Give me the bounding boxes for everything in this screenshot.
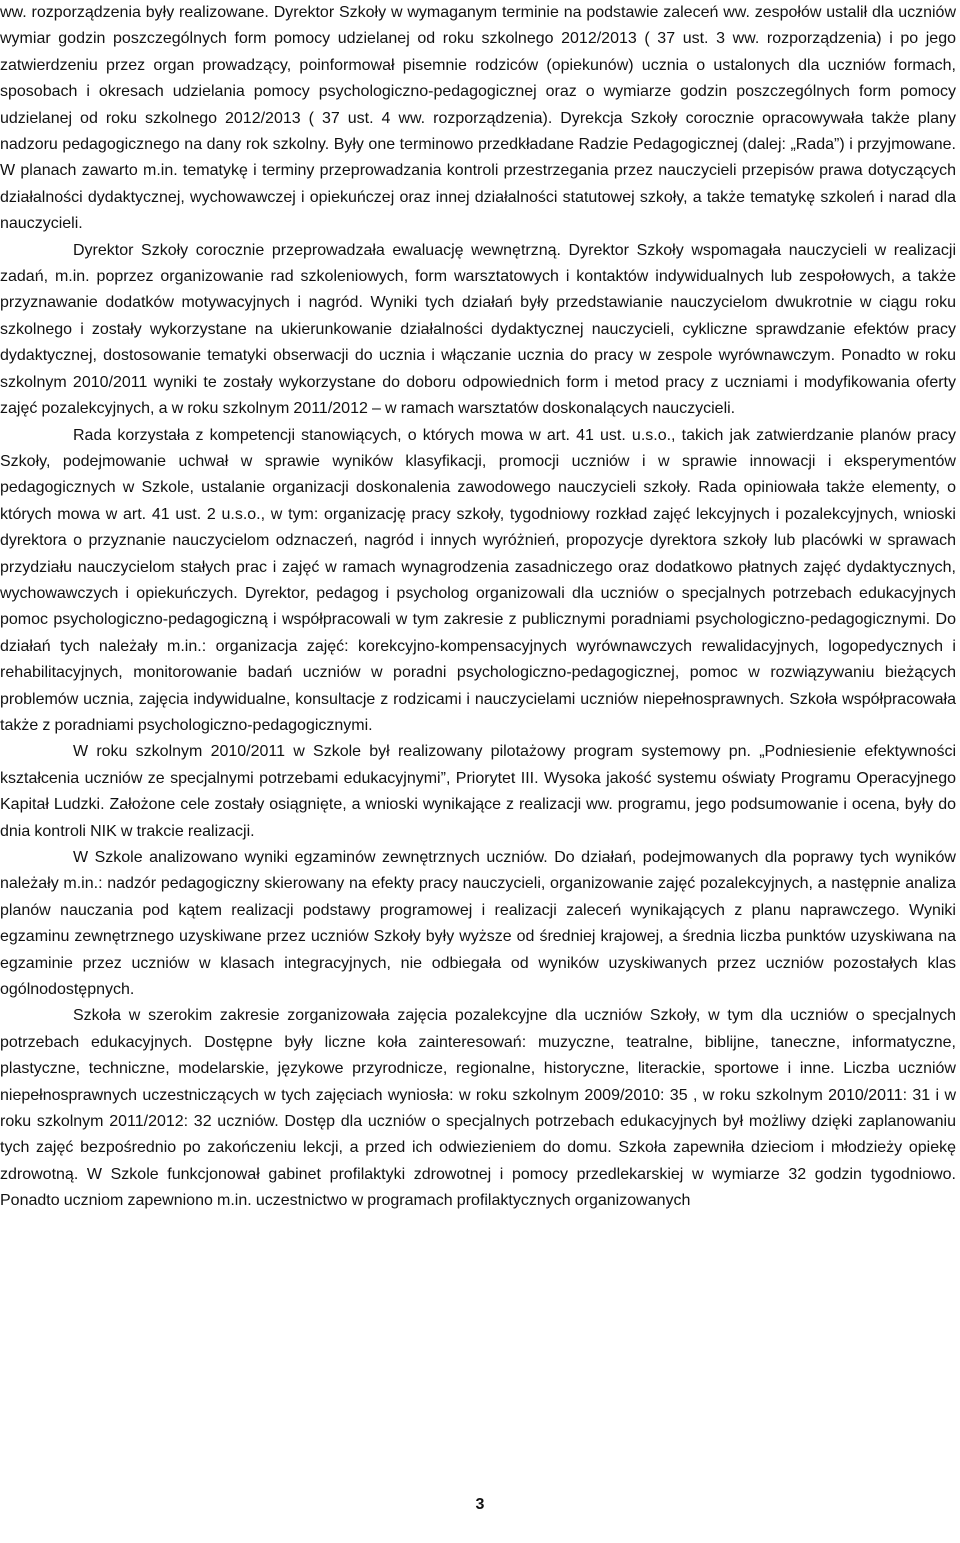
paragraph-council-competences: Rada korzystała z kompetencji stanowiących, o których mowa w art. 41 ust. u.s.o., takich jak zatwierdzanie planów pracy Szkoły, podejmowanie uchwał w sprawie wyników klasyfikacji, promocji uczniów i w sprawie innowacji i eksperymentów pedagogicznych w Szkole, ustalanie organizacji doskonalenia zawodowego nauczycieli szkoły. Rada opiniowała także elementy, o których mowa w art. 41 ust. 2 u.s.o., w tym: organizację pracy szkoły, tygodniowy rozkład zajęć lekcyjnych i pozalekcyjnych, wnioski dyrektora o przyznanie nauczycielom odznaczeń, nagród i innych wyróżnień, propozycje dyrektora szkoły lub placówki w sprawach przydziału nauczycielom stałych prac i zajęć w ramach wynagrodzenia zasadniczego oraz dodatkowo płatnych zajęć dydaktycznych, wychowawczych i opiekuńczych. Dyrektor, pedagog i psycholog organizowali dla uczniów o specjalnych potrzebach edukacyjnych pomoc psychologiczno-pedagogiczną i współpracowali w tym zakresie z publicznymi poradniami psychologiczno-pedagogicznymi. Do działań tych należały m.in.: organizacja zajęć: korekcyjno-kompensacyjnych wyrównawczych rewalidacyjnych, logopedycznych i rehabilitacyjnych, monitorowanie badań uczniów w poradni psychologiczno-pedagogicznej, pomoc w rozwiązywaniu bieżących problemów ucznia, zajęcia indywidualne, konsultacje z rodzicami i nauczycielami uczniów niepełnosprawnych. Szkoła współpracowała także z poradniami psychologiczno-pedagogicznymi. <box>0 426 956 734</box>
paragraph-exam-results: W Szkole analizowano wyniki egzaminów zewnętrznych uczniów. Do działań, podejmowanych dla poprawy tych wyników należały m.in.: nadzór pedagogiczny skierowany na efekty pracy nauczycieli, organizowanie zajęć pozalekcyjnych, a następnie analiza planów nauczania pod kątem realizacji podstawy programowej i realizacji zaleceń wynikających z planu naprawczego. Wyniki egzaminu zewnętrznego uzyskiwane przez uczniów Szkoły były wyższe od średniej krajowej, a średnia liczba punktów uzyskiwana na egzaminie przez uczniów w klasach integracyjnych, nie odbiegała od wyników uzyskiwanych przez uczniów pozostałych klas ogólnodostępnych. <box>0 849 956 999</box>
paragraph-extracurricular: Szkoła w szerokim zakresie zorganizowała zajęcia pozalekcyjne dla uczniów Szkoły, w tym dla uczniów o specjalnych potrzebach edukacyjnych. Dostępne były liczne koła zainteresowań: muzyczne, teatralne, biblijne, taneczne, informatyczne, plastyczne, techniczne, modelarskie, językowe przyrodnicze, regionalne, historyczne, literackie, sportowe i inne. Liczba uczniów niepełnosprawnych uczestniczących w tych zajęciach wyniosła: w roku szkolnym 2009/2010: 35 , w roku szkolnym 2010/2011: 31 i w roku szkolnym 2011/2012: 32 uczniów. Dostęp dla uczniów o specjalnych potrzebach edukacyjnych był możliwy dzięki zaplanowaniu tych zajęć bezpośrednio po zakończeniu lekcji, a przed ich odwiezieniem do domu. Szkoła zapewniła dzieciom i młodzieży opiekę zdrowotną. W Szkole funkcjonował gabinet profilaktyki zdrowotnej i pomocy przedlekarskiej w wymiarze 32 godzin tygodniowo. Ponadto uczniom zapewniono m.in. uczestnictwo w programach profilaktycznych organizowanych <box>0 1007 956 1210</box>
page-number: 3 <box>475 1496 485 1513</box>
paragraph-pilot-program: W roku szkolnym 2010/2011 w Szkole był realizowany pilotażowy program systemowy pn. „Podniesienie efektywności kształcenia uczniów ze specjalnymi potrzebami edukacyjnymi”, Priorytet III. Wysoka jakość systemu oświaty Programu Operacyjnego Kapitał Ludzki. Założone cele zostały osiągnięte, a wnioski wynikające z realizacji ww. programu, jego podsumowanie i ocena, były do dnia kontroli NIK w trakcie realizacji. <box>0 743 956 840</box>
paragraph-evaluation: Dyrektor Szkoły corocznie przeprowadzała ewaluację wewnętrzną. Dyrektor Szkoły wspomagała nauczycieli w realizacji zadań, m.in. poprzez organizowanie rad szkoleniowych, form warsztatowych i kontaktów indywidualnych lub zespołowych, a także przyznawanie dodatków motywacyjnych i nagród. Wyniki tych działań były przedstawianie nauczycielom dwukrotnie w ciągu roku szkolnego i zostały wykorzystane na ukierunkowanie działalności dydaktycznej nauczycieli, cykliczne sprawdzanie efektów pracy dydaktycznej, dostosowanie tematyki obserwacji do ucznia i włączanie ucznia do pracy w zespole wyrównawczym. Ponadto w roku szkolnym 2010/2011 wyniki te zostały wykorzystane do doboru odpowiednich form i metod pracy z uczniami i modyfikowania oferty zajęć pozalekcyjnych, a w roku szkolnym 2011/2012 – w ramach warsztatów doskonalących nauczycieli. <box>0 241 956 418</box>
paragraph-continuation: ww. rozporządzenia były realizowane. Dyrektor Szkoły w wymaganym terminie na podstawie zaleceń ww. zespołów ustalił dla uczniów wymiar godzin poszczególnych form pomocy udzielanej od roku szkolnego 2012/2013 ( 37 ust. 3 ww. rozporządzenia) i po jego zatwierdzeniu przez organ prowadzący, poinformował pisemnie rodziców (opiekunów) ucznia o ustalonych dla uczniów formach, sposobach i okresach udzielania pomocy psychologiczno-pedagogicznej oraz o wymiarze godzin poszczególnych form pomocy udzielanej od roku szkolnego 2012/2013 ( 37 ust. 4 ww. rozporządzenia). Dyrekcja Szkoły corocznie opracowywała także plany nadzoru pedagogicznego na dany rok szkolny. Były one terminowo przedkładane Radzie Pedagogicznej (dalej: „Rada”) i przyjmowane. W planach zawarto m.in. tematykę i terminy przeprowadzania kontroli przestrzegania przez nauczycieli przepisów prawa dotyczących działalności dydaktycznej, wychowawczej i opiekuńczej oraz innej działalności statutowej szkoły, a także tematykę szkoleń i narad dla nauczycieli. <box>0 4 956 233</box>
